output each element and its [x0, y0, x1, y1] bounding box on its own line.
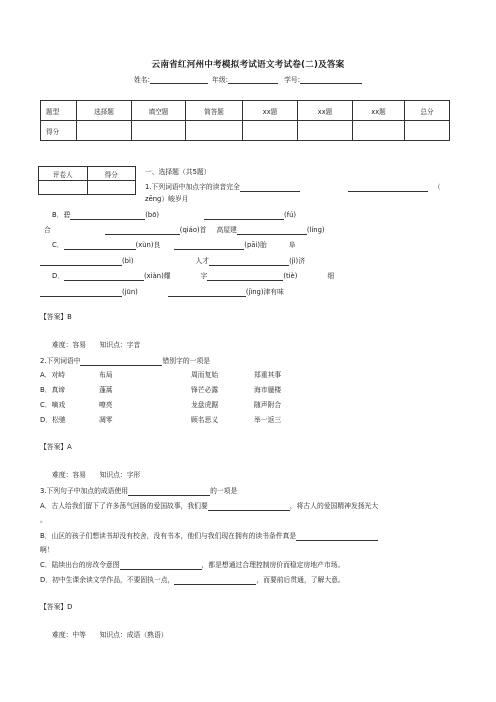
id-label: 学号:: [284, 76, 300, 84]
answer-blank[interactable]: [209, 257, 289, 266]
q1-option-b-cont: 合 (qiáo)首 高屋建 (líng): [44, 226, 325, 234]
grader-score-cell[interactable]: [87, 181, 136, 195]
score-header-cell: 选择题: [77, 101, 132, 121]
answer-blank[interactable]: [70, 211, 145, 220]
answer-blank[interactable]: [208, 502, 290, 511]
q2-answer: 【答案】A: [40, 443, 72, 451]
answer-blank[interactable]: [64, 241, 136, 250]
q3-option-c: C．陆续出台的房改令意图 ，都是想通过合理控制房价而稳定房地产市场。: [40, 561, 345, 569]
score-header-cell: 简答题: [186, 101, 243, 121]
answer-blank[interactable]: [174, 241, 244, 250]
score-cell[interactable]: [298, 121, 353, 141]
answer-blank[interactable]: [80, 357, 162, 366]
q1-option-c: C． (xùn)良 (pāi)胎 阜: [52, 241, 296, 249]
answer-blank[interactable]: [296, 532, 378, 541]
q2-option-row: B．真谛 蓬蒿 锋芒必露 海市蜃楼: [40, 386, 282, 394]
q1-option-d: D． (xiàn)耀 字 (tiè) 细: [52, 272, 335, 280]
name-blank[interactable]: [150, 76, 208, 84]
grader-label: 评卷人: [39, 167, 88, 181]
q1-option-b: B．碧 (bō) (fú): [52, 211, 297, 219]
answer-blank[interactable]: [348, 183, 428, 192]
answer-blank[interactable]: [120, 561, 202, 570]
q1-option-d-cont: (jūn) (jìng)津有味: [40, 287, 284, 297]
score-cell[interactable]: [186, 121, 243, 141]
name-label: 姓名:: [133, 76, 150, 84]
answer-blank[interactable]: [105, 226, 180, 235]
score-cell[interactable]: [132, 121, 186, 141]
score-header-cell: xx题: [298, 101, 353, 121]
answer-blank[interactable]: [40, 257, 122, 266]
page-title: 云南省红河州中考模拟考试语文考试卷(二)及答案: [151, 60, 345, 70]
q3-option-b: B．山区的孩子们想读书却没有校舍，没有书本，他们与我们现在拥有的读书条件真是: [40, 531, 378, 541]
grader-score-label: 得分: [87, 167, 136, 181]
score-header-cell: 题型: [41, 101, 77, 121]
score-header-cell: 总分: [405, 101, 450, 121]
answer-blank[interactable]: [207, 272, 283, 281]
score-table-header-row: [41, 101, 450, 121]
score-row-label: 得分: [41, 121, 77, 141]
answer-blank[interactable]: [128, 487, 210, 496]
q3-answer: 【答案】D: [40, 603, 73, 611]
grade-blank[interactable]: [228, 76, 278, 84]
answer-blank[interactable]: [168, 288, 246, 297]
q1-meta: 难度：容易 知识点：字音: [52, 341, 141, 349]
grader-box: [38, 166, 136, 195]
q1-option-a-tail: zēng）峻岁月: [145, 195, 189, 203]
grader-name-cell[interactable]: [39, 181, 88, 195]
score-cell[interactable]: [243, 121, 298, 141]
score-cell[interactable]: [405, 121, 450, 141]
score-header-cell: 填空题: [132, 101, 186, 121]
section-heading: 一、选择题（共5题）: [145, 168, 211, 176]
score-header-cell: xx题: [243, 101, 298, 121]
answer-blank[interactable]: [174, 576, 256, 585]
score-cell[interactable]: [353, 121, 405, 141]
q3-option-a: A．古人给我们留下了许多荡气回肠的爱国故事，我们要 ，将古人的爱国精神发扬光大: [40, 502, 379, 510]
answer-blank[interactable]: [240, 183, 300, 192]
score-header-cell: xx题: [353, 101, 405, 121]
q1-option-c-cont: (bì) 人才 (jì)济: [40, 256, 305, 266]
answer-blank[interactable]: [204, 211, 284, 220]
score-table-score-row: [41, 121, 450, 141]
q3-option-d: D．初中生课余读文学作品，不要固执一点， ，而要前后贯通，了解大意。: [40, 576, 345, 584]
q3-option-a-end: 。: [40, 516, 47, 524]
score-table: [40, 100, 450, 141]
q3-option-b-end: 啊！: [40, 546, 54, 554]
answer-blank[interactable]: [237, 226, 307, 235]
grade-label: 年级:: [212, 76, 228, 84]
q2-meta: 难度：容易 知识点：字形: [52, 471, 141, 479]
id-blank[interactable]: [300, 76, 362, 84]
q2-stem: 2.下列词语中 错别字的一项是: [40, 357, 211, 365]
score-cell[interactable]: [77, 121, 132, 141]
answer-blank[interactable]: [40, 288, 122, 297]
answer-blank[interactable]: [64, 272, 144, 281]
q1-answer: 【答案】B: [40, 313, 72, 321]
q3-stem: 3.下列句子中加点的成语使用 的一项是: [40, 487, 238, 495]
q2-option-row: A．对峙 布局 周而复始 郑重其事: [40, 371, 282, 379]
q1-stem: 1.下列词语中加点字的读音完全 （: [145, 183, 441, 191]
student-info-line: [0, 74, 496, 84]
q3-meta: 难度：中等 知识点：成语（熟语）: [52, 631, 168, 639]
q2-option-row: C．嘀戏 嘹亮 龙盘虎踞 随声附合: [40, 401, 282, 409]
q2-option-row: D．松驰 凋零 顾名思义 举一返三: [40, 416, 282, 424]
